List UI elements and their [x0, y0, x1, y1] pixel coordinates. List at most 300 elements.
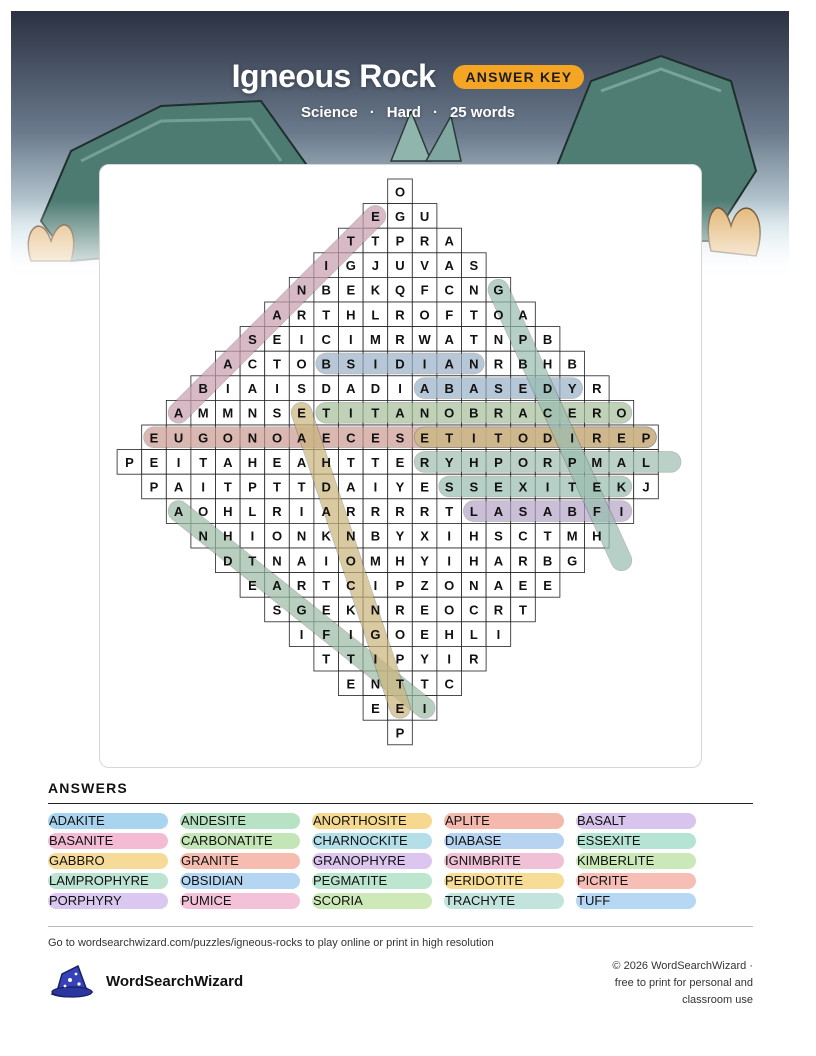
answer-word: APLITE	[444, 813, 564, 829]
grid-letter: H	[395, 553, 405, 569]
grid-letter: C	[444, 676, 454, 692]
grid-letter: Y	[567, 381, 577, 397]
grid-letter: F	[420, 282, 429, 298]
grid-letter: T	[469, 307, 478, 323]
grid-letter: I	[447, 553, 452, 569]
grid-letter: R	[296, 307, 307, 323]
grid-letter: R	[370, 504, 381, 520]
grid-letter: E	[272, 454, 282, 470]
grid-letter: H	[542, 356, 553, 372]
grid-letter: T	[346, 233, 355, 249]
grid-letter: N	[296, 282, 307, 298]
answer-word: OBSIDIAN	[180, 873, 300, 889]
brand-name: WordSearchWizard	[106, 972, 244, 990]
grid-letter: M	[222, 405, 234, 421]
grid-letter: H	[592, 528, 602, 544]
answer-word: ANORTHOSITE	[312, 813, 432, 829]
grid-letter: I	[348, 405, 353, 421]
answer-word: PEGMATITE	[312, 873, 432, 889]
answer-word: TUFF	[576, 893, 696, 909]
grid-letter: H	[223, 504, 233, 520]
word-search-grid	[99, 164, 702, 768]
grid-letter: E	[518, 577, 528, 593]
grid-letter: H	[346, 307, 356, 323]
grid-letter: I	[398, 381, 402, 397]
grid-letter: I	[422, 700, 427, 716]
grid-letter: F	[592, 504, 601, 520]
grid-letter: E	[149, 430, 159, 446]
separator: ·	[432, 104, 438, 121]
copyright-line: © 2026 WordSearchWizard ·	[612, 960, 753, 972]
grid-letter: D	[321, 479, 331, 495]
answer-word: DIABASE	[444, 833, 564, 849]
grid-letter: O	[444, 602, 455, 618]
grid-letter: I	[373, 356, 378, 372]
grid-letter: T	[494, 430, 503, 446]
grid-letter: P	[641, 430, 651, 446]
grid-letter: T	[322, 651, 331, 667]
grid-letter: A	[223, 454, 233, 470]
grid-letter: H	[321, 454, 331, 470]
grid-letter: E	[272, 331, 282, 347]
grid-letter: T	[420, 676, 429, 692]
grid-letter: E	[420, 627, 429, 643]
grid-letter: T	[346, 651, 355, 667]
grid-letter: G	[198, 430, 209, 446]
grid-letter: R	[395, 602, 405, 618]
grid-letter: A	[444, 356, 454, 372]
grid-letter: E	[321, 602, 331, 618]
grid-letter: O	[296, 356, 307, 372]
grid-letter: D	[542, 430, 553, 446]
grid-letter: N	[296, 528, 307, 544]
grid-letter: A	[173, 405, 184, 421]
grid-letter: O	[198, 504, 209, 520]
grid-letter: R	[493, 405, 504, 421]
grid-letter: A	[493, 504, 504, 520]
grid-letter: T	[346, 454, 355, 470]
grid-letter: N	[272, 553, 282, 569]
grid-letter: S	[272, 405, 282, 421]
grid-letter: K	[370, 282, 381, 298]
grid-letter: C	[247, 356, 258, 372]
grid-letter: P	[395, 725, 405, 741]
grid-letter: T	[223, 479, 232, 495]
grid-letter: S	[444, 479, 454, 495]
grid-letter: H	[247, 454, 258, 470]
grid-letter: A	[296, 553, 307, 569]
grid-letter: L	[469, 627, 478, 643]
grid-letter: A	[493, 577, 504, 593]
grid-letter: I	[373, 651, 378, 667]
grid-letter: E	[395, 700, 405, 716]
grid-letter: E	[592, 479, 602, 495]
grid-letter: A	[296, 430, 307, 446]
copyright-line: free to print for personal and	[614, 977, 753, 989]
grid-letter: S	[494, 381, 503, 397]
grid-letter: R	[518, 553, 528, 569]
grid-letter: T	[543, 528, 552, 544]
grid-letter: A	[173, 479, 184, 495]
grid-letter: A	[542, 504, 553, 520]
grid-letter: B	[567, 356, 577, 372]
grid-letter: O	[394, 627, 406, 643]
grid-letter: N	[346, 528, 356, 544]
answer-word: ADAKITE	[48, 813, 168, 829]
grid-letter: T	[568, 479, 577, 495]
grid-letter: T	[519, 602, 527, 618]
grid-letter: D	[223, 553, 233, 569]
grid-letter: H	[469, 553, 479, 569]
grid-letter: D	[370, 381, 381, 397]
grid-letter: R	[346, 504, 356, 520]
grid-letter: R	[272, 504, 282, 520]
answer-word: CHARNOCKITE	[312, 833, 432, 849]
grid-letter: W	[418, 331, 431, 347]
grid-letter: T	[396, 676, 404, 692]
grid-letter: I	[570, 430, 575, 446]
answer-word: BASALT	[576, 813, 696, 829]
grid-letter: S	[272, 602, 282, 618]
grid-letter: F	[445, 307, 454, 323]
answer-word: TRACHYTE	[444, 893, 564, 909]
grid-letter: P	[149, 479, 159, 495]
grid-letter: B	[370, 528, 381, 544]
grid-letter: P	[125, 454, 134, 470]
grid-letter: O	[222, 430, 233, 446]
grid-letter: K	[616, 479, 627, 495]
grid-letter: Y	[420, 553, 429, 569]
grid-letter: O	[419, 307, 430, 323]
answer-word: ANDESITE	[180, 813, 300, 829]
grid-letter: J	[371, 258, 380, 274]
grid-letter: O	[394, 184, 406, 200]
grid-letter: U	[419, 208, 430, 224]
grid-letter: B	[542, 331, 553, 347]
grid-letter: I	[299, 627, 304, 643]
answers-section	[48, 780, 753, 909]
grid-letter: E	[297, 405, 306, 421]
grid-letter: H	[469, 528, 479, 544]
grid-letter: X	[420, 528, 429, 544]
grid-letter: E	[346, 676, 356, 692]
grid-letter: E	[420, 430, 429, 446]
grid-letter: E	[346, 282, 356, 298]
grid-letter: H	[223, 528, 233, 544]
grid-letter: H	[444, 627, 454, 643]
grid-letter: O	[517, 454, 529, 470]
grid-letter: A	[346, 479, 356, 495]
grid-letter: M	[197, 405, 209, 421]
grid-letter: U	[395, 258, 405, 274]
grid-letter: S	[469, 258, 479, 274]
answer-word: KIMBERLITE	[576, 853, 696, 869]
grid-letter: M	[369, 331, 381, 347]
answer-word: PORPHYRY	[48, 893, 168, 909]
grid-letter: I	[471, 430, 476, 446]
grid-letter: A	[518, 405, 528, 421]
grid-letter: D	[542, 381, 553, 397]
grid-letter: R	[493, 602, 504, 618]
grid-letter: R	[592, 381, 602, 397]
grid-letter: A	[444, 258, 454, 274]
grid-letter: N	[493, 331, 504, 347]
grid-letter: O	[271, 430, 283, 446]
answer-word: GRANOPHYRE	[312, 853, 432, 869]
grid-letter: R	[419, 504, 430, 520]
grid-letter: E	[371, 700, 380, 716]
grid-letter: I	[324, 553, 329, 569]
grid-letter: C	[518, 528, 528, 544]
answer-word: BASANITE	[48, 833, 168, 849]
grid-letter: M	[369, 553, 381, 569]
grid-letter: B	[567, 504, 577, 520]
grid-letter: O	[493, 307, 504, 323]
answer-key-badge: ANSWER KEY	[453, 65, 584, 89]
grid-letter: M	[591, 454, 603, 470]
grid-letter: Y	[395, 528, 405, 544]
grid-letter: C	[444, 282, 454, 298]
grid-letter: Y	[395, 479, 405, 495]
answer-word: GRANITE	[180, 853, 300, 869]
grid-letter: N	[469, 282, 479, 298]
grid-letter: A	[419, 381, 430, 397]
grid-letter: E	[149, 454, 159, 470]
grid-letter: T	[445, 504, 454, 520]
grid-letter: C	[469, 602, 479, 618]
grid-letter: S	[494, 528, 503, 544]
grid-letter: E	[371, 208, 380, 224]
grid-letter: A	[247, 381, 258, 397]
grid-letter: E	[321, 430, 331, 446]
grid-letter: O	[616, 405, 627, 421]
puzzle-title: Igneous Rock	[231, 58, 436, 94]
grid-letter: Z	[420, 577, 429, 593]
answer-list	[48, 813, 753, 909]
grid-letter: I	[225, 381, 230, 397]
answer-word: LAMPROPHYRE	[48, 873, 168, 889]
grid-letter: E	[395, 454, 405, 470]
answer-word: PERIDOTITE	[444, 873, 564, 889]
footer-divider	[48, 926, 753, 927]
grid-letter: R	[592, 430, 602, 446]
grid-letter: S	[469, 479, 479, 495]
grid-letter: E	[371, 430, 380, 446]
grid-letter: A	[444, 331, 454, 347]
grid-letter: I	[619, 504, 624, 520]
grid-letter: K	[321, 528, 331, 544]
grid-letter: A	[616, 454, 627, 470]
grid-letter: T	[371, 233, 380, 249]
brand	[48, 962, 243, 1000]
footer-url-text: Go to wordsearchwizard.com/puzzles/igneous-rocks to play online or print in high resolution	[48, 937, 494, 949]
grid-letter: N	[198, 528, 208, 544]
grid-letter: I	[299, 504, 304, 520]
grid-letter: G	[493, 282, 504, 298]
grid-letter: R	[395, 331, 405, 347]
grid-letter: P	[567, 454, 577, 470]
grid-letter: B	[542, 553, 553, 569]
answer-word: CARBONATITE	[180, 833, 300, 849]
answer-word: PICRITE	[576, 873, 696, 889]
separator: ·	[369, 104, 375, 121]
grid-letter: I	[250, 528, 255, 544]
grid-letter: U	[173, 430, 184, 446]
grid-letter: C	[346, 430, 356, 446]
grid-letter: T	[445, 430, 454, 446]
grid-letter: H	[469, 454, 479, 470]
grid-letter: L	[642, 454, 650, 470]
grid-letter: A	[272, 307, 282, 323]
grid-letter: Y	[420, 651, 429, 667]
grid-letter: J	[642, 479, 650, 495]
grid-letter: P	[395, 577, 405, 593]
grid-letter: O	[444, 577, 455, 593]
grid-letter: N	[469, 577, 479, 593]
grid-letter: E	[248, 577, 257, 593]
grid-letter: N	[370, 676, 381, 692]
grid-letter: N	[469, 356, 479, 372]
grid-letter: M	[566, 528, 578, 544]
word-count-label: 25 words	[449, 104, 515, 121]
grid-letter: B	[321, 282, 331, 298]
grid-letter: L	[248, 504, 257, 520]
grid-letter: A	[395, 405, 405, 421]
grid-letter: A	[346, 381, 356, 397]
grid-letter: B	[198, 381, 208, 397]
grid-letter: E	[494, 479, 503, 495]
grid-letter: O	[517, 430, 529, 446]
grid-letter: S	[395, 430, 405, 446]
grid-letter: I	[447, 528, 452, 544]
grid-letter: R	[592, 405, 602, 421]
grid-letter: Q	[394, 282, 406, 298]
grid-letter: I	[545, 479, 550, 495]
grid-letter: O	[444, 405, 455, 421]
grid-letter: V	[420, 258, 429, 274]
grid-letter: R	[469, 651, 479, 667]
grid-letter: A	[469, 381, 479, 397]
grid-letter: E	[420, 479, 429, 495]
grid-letter: B	[518, 356, 528, 372]
grid-letter: I	[373, 577, 378, 593]
grid-letter: T	[273, 356, 281, 372]
grid-letter: S	[346, 356, 356, 372]
grid-letter: C	[346, 577, 356, 593]
category-label: Science	[301, 104, 358, 121]
grid-letter: P	[494, 454, 503, 470]
grid-letter: N	[247, 430, 258, 446]
grid-letter: A	[444, 233, 454, 249]
grid-letter: I	[496, 627, 501, 643]
grid-letter: S	[518, 504, 528, 520]
grid-letter: A	[296, 454, 307, 470]
grid-letter: I	[373, 479, 378, 495]
grid-letter: I	[201, 479, 206, 495]
grid-letter: E	[617, 430, 626, 446]
answer-word: SCORIA	[312, 893, 432, 909]
grid-letter: Y	[444, 454, 454, 470]
grid-letter: O	[271, 528, 283, 544]
grid-letter: B	[321, 356, 331, 372]
answer-word: PUMICE	[180, 893, 300, 909]
grid-letter: N	[370, 602, 381, 618]
grid-letter: R	[296, 577, 307, 593]
grid-letter: G	[370, 627, 381, 643]
answers-heading: ANSWERS	[48, 780, 753, 804]
wizard-hat-icon	[48, 962, 94, 1000]
grid-letter: I	[447, 651, 452, 667]
grid-letter: P	[395, 651, 405, 667]
grid-letter: T	[322, 577, 331, 593]
grid-letter: I	[324, 258, 329, 274]
grid-letter: I	[348, 627, 353, 643]
grid-letter: C	[321, 331, 331, 347]
grid-letter: K	[346, 602, 356, 618]
grid-letter: R	[395, 307, 405, 323]
grid-letter: B	[469, 405, 479, 421]
grid-letter: G	[567, 553, 578, 569]
answer-word: ESSEXITE	[576, 833, 696, 849]
grid-letter: I	[422, 356, 427, 372]
grid-letter: L	[469, 504, 478, 520]
grid-letter: T	[322, 405, 331, 421]
grid-letter: T	[297, 479, 306, 495]
grid-letter: N	[247, 405, 258, 421]
grid-letter: B	[444, 381, 454, 397]
grid-letter: R	[419, 454, 430, 470]
grid-letter: O	[345, 553, 356, 569]
grid-letter: A	[272, 577, 282, 593]
grid-letter: T	[248, 553, 257, 569]
grid-letter: X	[518, 479, 528, 495]
title-row	[0, 58, 816, 102]
grid-letter: D	[395, 356, 405, 372]
grid-letter: E	[420, 602, 429, 618]
grid-letter: A	[493, 553, 504, 569]
grid-letter: T	[371, 454, 380, 470]
grid-letter: S	[297, 381, 306, 397]
grid-letter: T	[273, 479, 281, 495]
grid-letter: N	[419, 405, 430, 421]
grid-letter: I	[275, 381, 279, 397]
grid-letter: P	[395, 233, 405, 249]
grid-letter: D	[321, 381, 331, 397]
grid-letter: G	[296, 602, 307, 618]
grid-letter: P	[518, 331, 528, 347]
grid-letter: L	[371, 307, 380, 323]
grid-letter: F	[322, 627, 331, 643]
grid-letter: T	[371, 405, 380, 421]
grid-letter: I	[176, 454, 181, 470]
grid-letter: R	[395, 504, 405, 520]
grid-letter: E	[567, 405, 577, 421]
grid-letter: R	[419, 233, 430, 249]
grid-letter: G	[345, 258, 356, 274]
grid-letter: T	[322, 307, 331, 323]
grid-letter: S	[248, 331, 257, 347]
grid-letter: C	[542, 405, 553, 421]
grid-letter: A	[321, 504, 331, 520]
puzzle-subtitle	[0, 104, 816, 121]
grid-letter: A	[173, 504, 184, 520]
grid-letter: E	[518, 381, 528, 397]
grid-letter: G	[394, 208, 406, 224]
answer-word: IGNIMBRITE	[444, 853, 564, 869]
grid-letter: E	[543, 577, 552, 593]
grid-letter: I	[348, 331, 353, 347]
grid-letter: A	[518, 307, 528, 323]
